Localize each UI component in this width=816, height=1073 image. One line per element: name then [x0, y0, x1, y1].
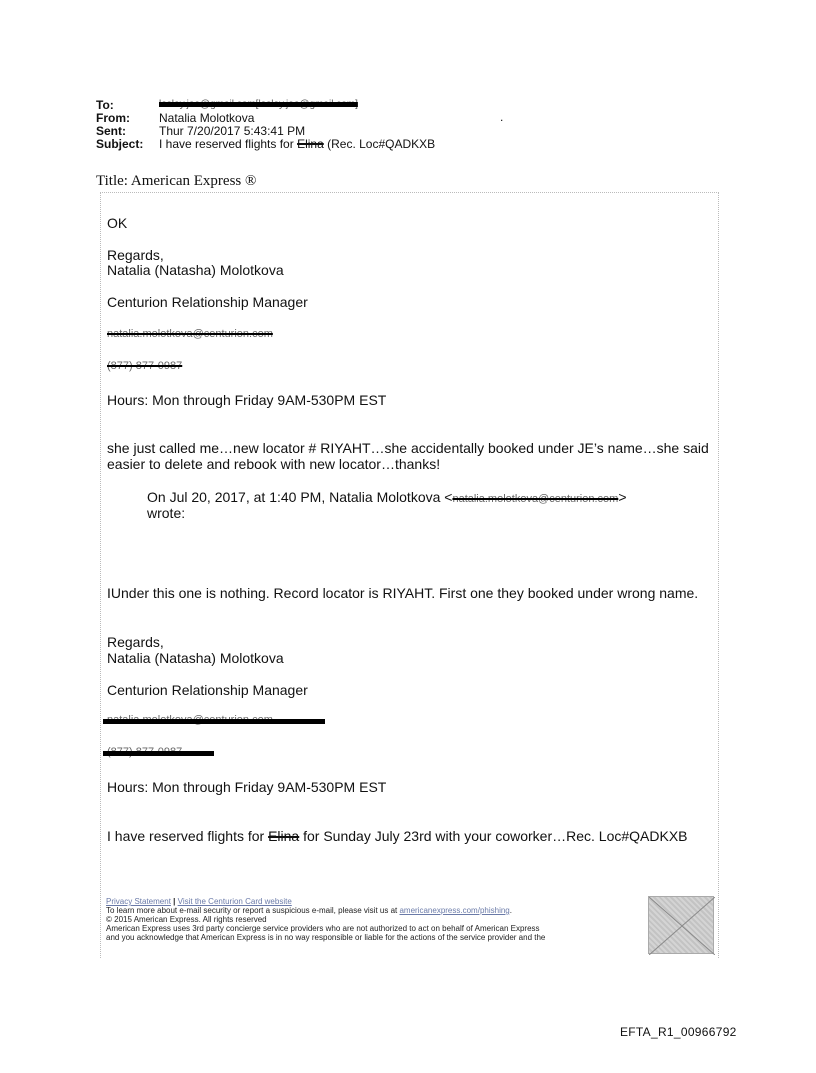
message-1: she just called me…new locator # RIYAHT…she accidentally booked under JE’s name…she said easier to delete and rebook with new locator…thanks!: [107, 440, 709, 472]
message-3-suffix: for Sunday July 23rd with your coworker…Rec. Loc#QADKXB: [303, 828, 688, 844]
message-2: IUnder this one is nothing. Record locator is RIYAHT. First one they booked under wrong name.: [107, 585, 699, 601]
footer-disclaimer-2: and you acknowledge that American Express is in no way responsible or liable for the actions of the service provider and the: [106, 933, 546, 942]
quote-header: [147, 489, 627, 507]
signature-role-2: Centurion Relationship Manager: [107, 682, 308, 698]
footer-security-text: To learn more about e-mail security or report a suspicious e-mail, please visit us at: [106, 906, 398, 915]
message-3-redacted-name: Elina: [268, 828, 300, 844]
quote-close: >: [618, 489, 627, 505]
to-value-redacted: [159, 97, 358, 111]
subject-prefix: I have reserved flights for: [159, 137, 294, 151]
subject-label: Subject:: [96, 137, 144, 151]
to-label: To:: [96, 98, 114, 112]
privacy-statement-link[interactable]: Privacy Statement: [106, 897, 171, 906]
phishing-link[interactable]: americanexpress.com/phishing: [399, 906, 510, 915]
signature-phone-1-redacted: (877) 877-0987: [107, 360, 183, 372]
ok-text: OK: [107, 215, 128, 231]
sent-label: Sent:: [96, 124, 126, 138]
signature-email-1-redacted: natalia.molotkova@centurion.com: [107, 328, 273, 340]
subject-value: [159, 138, 435, 150]
footer-copyright: © 2015 American Express. All rights reserved: [106, 915, 267, 924]
broken-image-placeholder: [648, 896, 714, 954]
footer-security-row: To learn more about e-mail security or report a suspicious e-mail, please visit us at americanexpress.com/phishing.: [106, 906, 512, 915]
bates-number: EFTA_R1_00966792: [620, 1025, 737, 1039]
subject-suffix: (Rec. Loc#QADKXB: [327, 137, 436, 151]
redaction-bar-email-2: [103, 719, 325, 724]
hours-2: Hours: Mon through Friday 9AM-530PM EST: [107, 779, 387, 795]
stray-dot: .: [500, 110, 504, 124]
broken-image-icon: [649, 897, 715, 955]
to-email: lesley.jee@gmail.com[lesley.jee@gmail.com]: [159, 99, 358, 110]
signature-name-1: Natalia (Natasha) Molotkova: [107, 262, 284, 278]
quote-email-redacted: natalia.molotkova@centurion.com: [452, 493, 619, 505]
footer-separator: |: [173, 897, 176, 906]
footer-disclaimer-1: American Express uses 3rd party concierge service providers who are not authorized to act on behalf of American Express: [106, 924, 540, 933]
centurion-card-link[interactable]: Visit the Centurion Card website: [177, 897, 292, 906]
document-title: Title: American Express ®: [96, 173, 257, 189]
from-label: From:: [96, 111, 130, 125]
regards-2: Regards,: [107, 634, 164, 650]
message-3-prefix: I have reserved flights for: [107, 828, 265, 844]
email-footer: [106, 897, 641, 942]
quote-intro: On Jul 20, 2017, at 1:40 PM, Natalia Molotkova <: [147, 489, 453, 505]
signature-role-1: Centurion Relationship Manager: [107, 294, 308, 310]
signature-name-2: Natalia (Natasha) Molotkova: [107, 650, 284, 666]
subject-redacted-name: Elina: [297, 137, 324, 151]
hours-1: Hours: Mon through Friday 9AM-530PM EST: [107, 392, 387, 408]
redaction-bar-phone-2: [103, 751, 214, 756]
footer-links-row: [106, 897, 641, 906]
sent-value: Thur 7/20/2017 5:43:41 PM: [159, 124, 306, 138]
quote-wrote: wrote:: [147, 505, 186, 521]
message-3: [107, 828, 688, 844]
regards-1: Regards,: [107, 247, 164, 263]
from-value: Natalia Molotkova: [159, 111, 255, 125]
